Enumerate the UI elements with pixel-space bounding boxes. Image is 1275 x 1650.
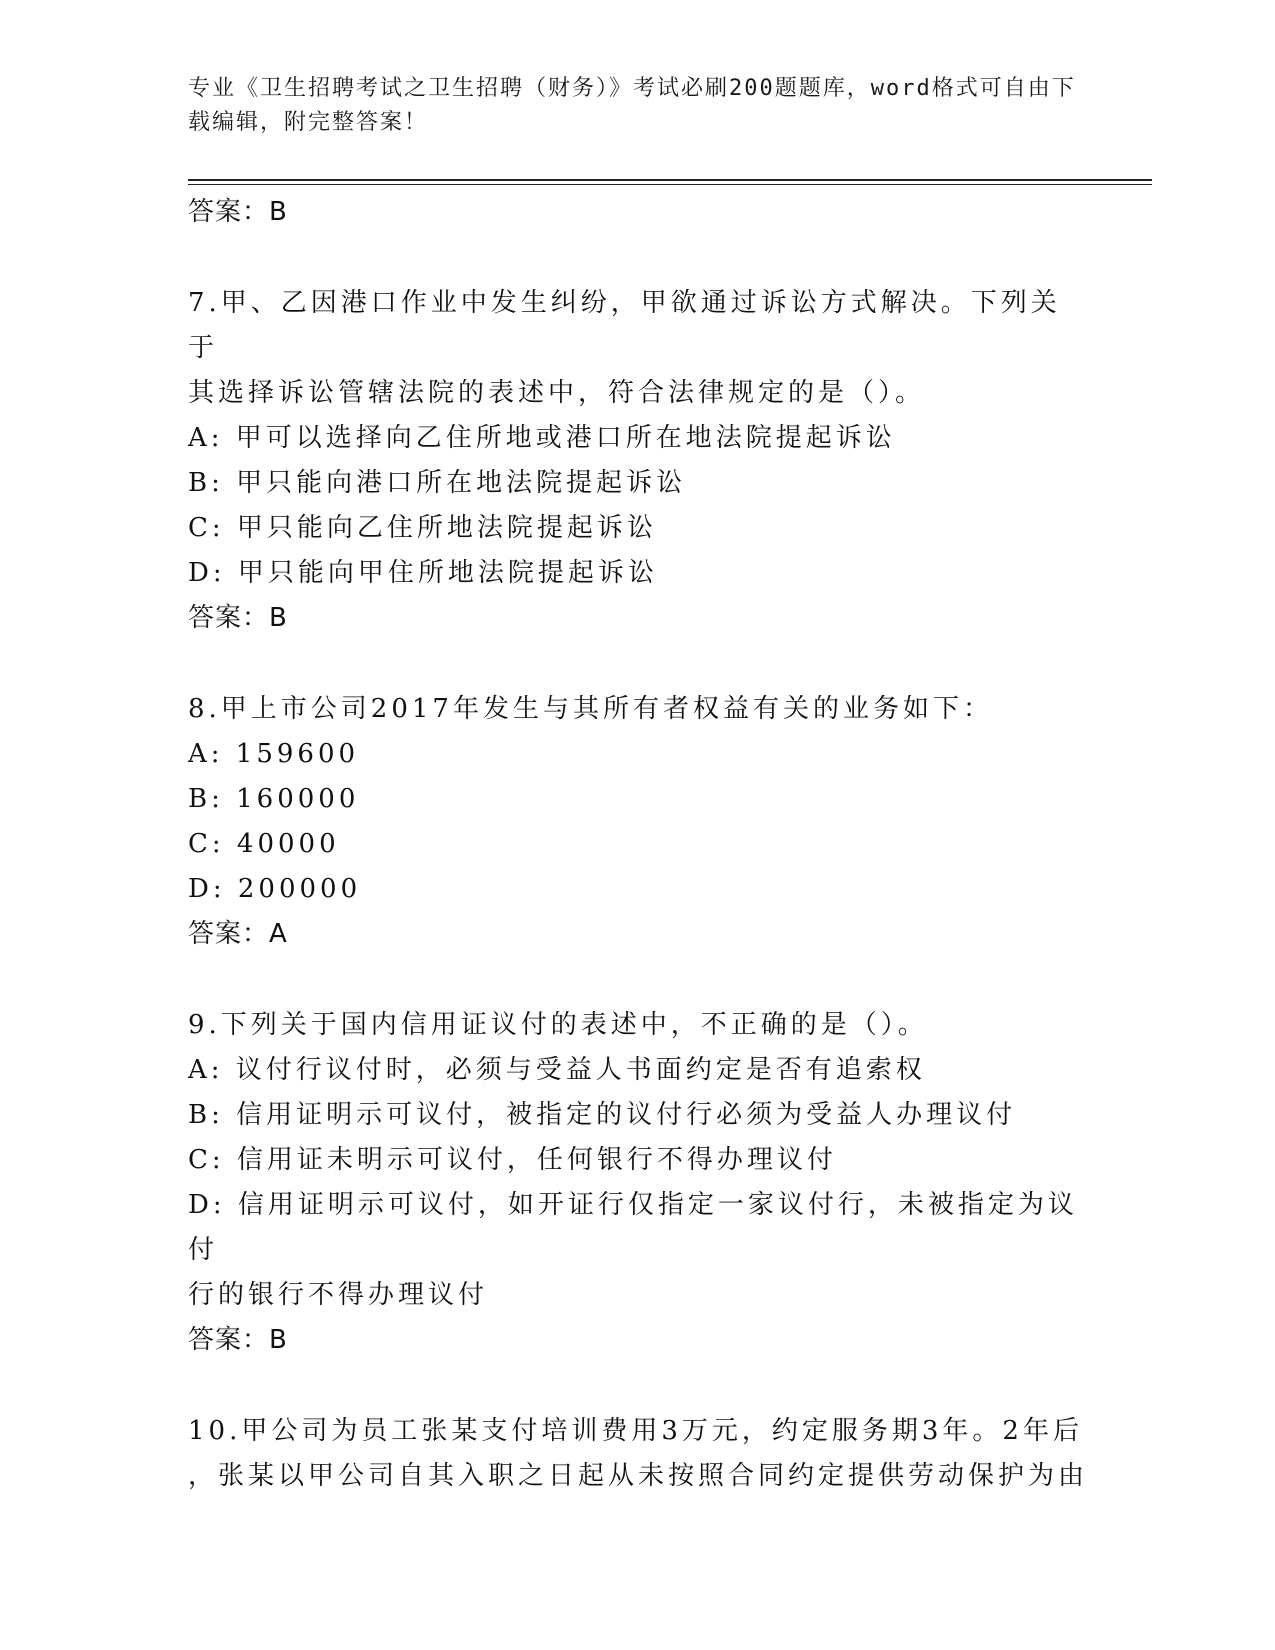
document-header: 专业《卫生招聘考试之卫生招聘（财务）》考试必刷200题题库，word格式可自由下载编辑，附完整答案！ bbox=[188, 76, 1076, 135]
question-text: 10.甲公司为员工张某支付培训费用3万元，约定服务期3年。2年后 bbox=[188, 1416, 1083, 1446]
option-c: C: 信用证未明示可议付，任何银行不得办理议付 bbox=[188, 1145, 837, 1175]
option-b: B: 信用证明示可议付，被指定的议付行必须为受益人办理议付 bbox=[188, 1100, 1017, 1130]
option-d: D: 甲只能向甲住所地法院提起诉讼 bbox=[188, 558, 658, 588]
option-b: B: 160000 bbox=[188, 784, 360, 814]
option-a: A: 议付行议付时，必须与受益人书面约定是否有追索权 bbox=[188, 1055, 926, 1085]
question-8 bbox=[188, 687, 1088, 957]
option-b: B: 甲只能向港口所在地法院提起诉讼 bbox=[188, 468, 687, 498]
question-9 bbox=[188, 1003, 1088, 1363]
option-d: D: 信用证明示可议付，如开证行仅指定一家议付行，未被指定为议付 bbox=[188, 1190, 1078, 1265]
question-text: ，张某以甲公司自其入职之日起从未按照合同约定提供劳动保护为由 bbox=[188, 1461, 1089, 1491]
answer-line: 答案：B bbox=[188, 197, 288, 227]
option-c: C: 甲只能向乙住所地法院提起诉讼 bbox=[188, 513, 657, 543]
answer-line: 答案：B bbox=[188, 1325, 288, 1355]
question-7 bbox=[188, 281, 1088, 641]
question-text: 8.甲上市公司2017年发生与其所有者权益有关的业务如下： bbox=[188, 694, 993, 724]
option-a: A: 159600 bbox=[188, 739, 360, 769]
question-text: 其选择诉讼管辖法院的表述中，符合法律规定的是（）。 bbox=[188, 378, 926, 408]
question-text: 9.下列关于国内信用证议付的表述中，不正确的是（）。 bbox=[188, 1010, 928, 1040]
option-d-continued: 行的银行不得办理议付 bbox=[188, 1280, 489, 1310]
document-body bbox=[188, 190, 1088, 1499]
header-divider-thick bbox=[188, 179, 1152, 181]
answer-line: 答案：B bbox=[188, 603, 288, 633]
question-text: 7.甲、乙因港口作业中发生纠纷，甲欲通过诉讼方式解决。下列关于 bbox=[188, 288, 1061, 363]
answer-line: 答案：A bbox=[188, 919, 288, 949]
option-d: D: 200000 bbox=[188, 874, 362, 904]
header-divider-thin bbox=[188, 184, 1152, 185]
option-a: A: 甲可以选择向乙住所地或港口所在地法院提起诉讼 bbox=[188, 423, 896, 453]
question-10 bbox=[188, 1409, 1088, 1499]
option-c: C: 40000 bbox=[188, 829, 340, 859]
